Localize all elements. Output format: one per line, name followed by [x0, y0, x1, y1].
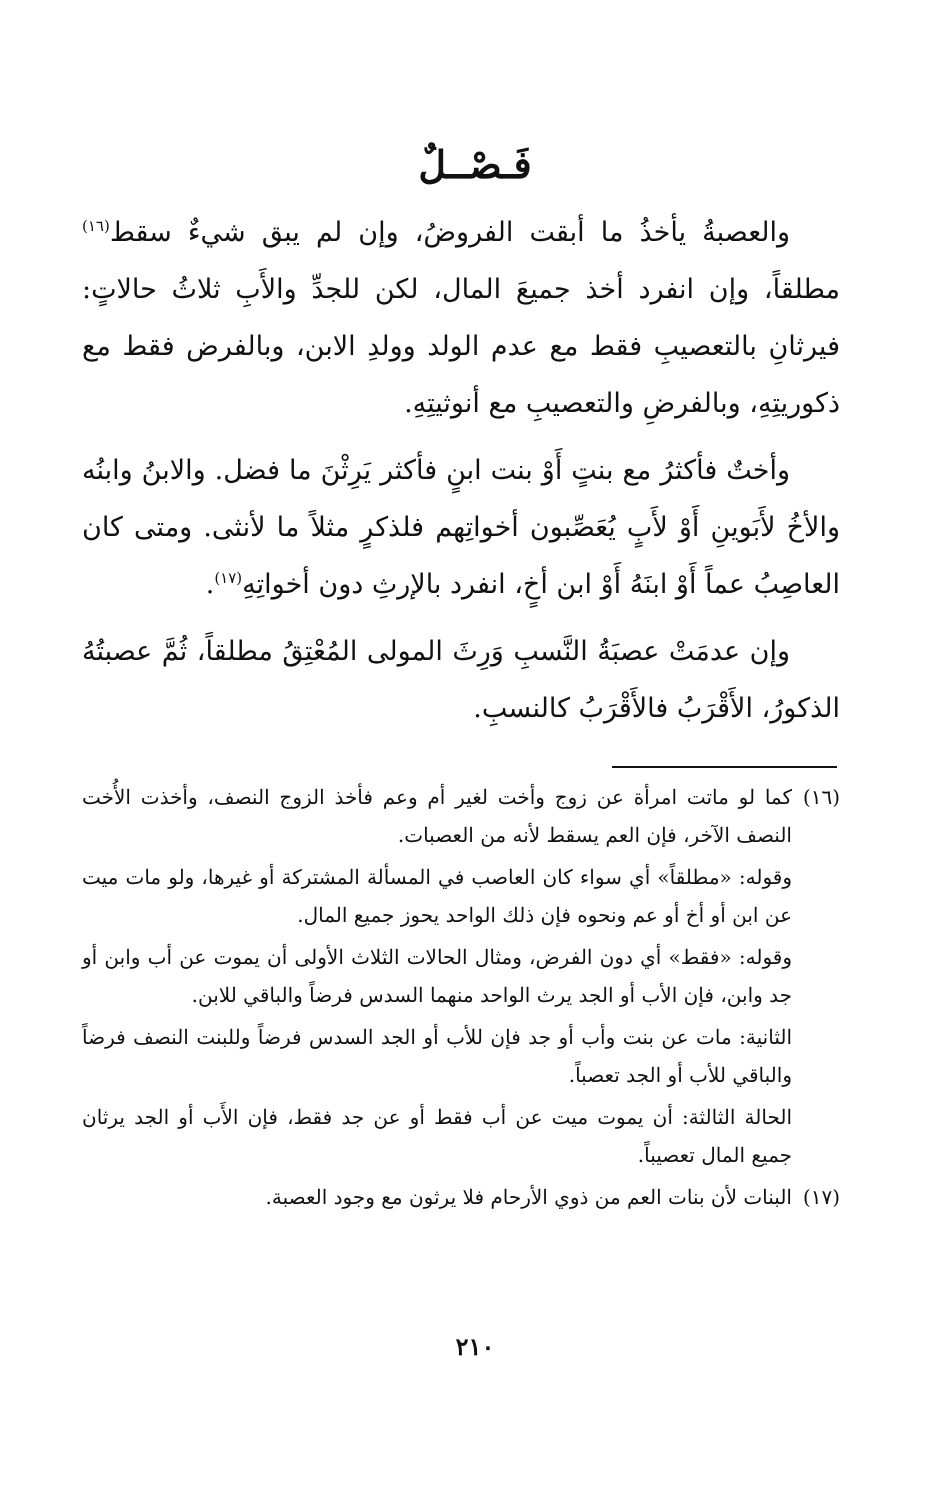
- footnote-17: [82, 1178, 840, 1216]
- paragraph-2-rest: .: [205, 569, 215, 600]
- footnote-16-para-4: الثانية: مات عن بنت وأب أو جد فإن للأب أو الجد السدس فرضاً وللبنت النصف فرضاً والباقي للأب أو الجد تعصباً.: [82, 1025, 792, 1087]
- footnote-ref-16: (١٦): [82, 217, 110, 235]
- footnote-16-text: كما لو ماتت امرأة عن زوج وأخت لغير أم وعم فأخذ الزوج النصف، وأخذت الأُخت النصف الآخر، فإن العم يسقط لأنه من العصبات.: [82, 785, 792, 847]
- paragraph-3: [82, 623, 840, 737]
- footnote-16-para-3: وقوله: «فقط» أي دون الفرض، ومثال الحالات الثلاث الأولى أن يموت عن أب وابن أو جد وابن، فإن الأب أو الجد يرث الواحد منهما السدس فرضاً والباقي للابن.: [82, 945, 792, 1007]
- footnote-17-text: البنات لأن بنات العم من ذوي الأرحام فلا يرثون مع وجود العصبة.: [265, 1185, 792, 1209]
- footnote-separator: [612, 766, 837, 768]
- main-text: [82, 204, 840, 747]
- paragraph-1-text: والعصبةُ يأخذُ ما أبقت الفروضُ، وإن لم يبق شيءٌ سقط: [109, 217, 790, 248]
- paragraph-2: [82, 442, 840, 613]
- footnote-16-para-5: الحالة الثالثة: أن يموت ميت عن أب فقط أو عن جد فقط، فإن الأَب أو الجد يرثان جميع المال تعصيباً.: [82, 1105, 792, 1167]
- paragraph-2-text: وأختٌ فأكثرُ مع بنتٍ أَوْ بنت ابنٍ فأكثر يَرِثْنَ ما فضل. والابنُ وابنُه والأخُ لأَبَوينِ أَوْ لأَبٍ يُعَصِّبون أخواتِهم فلذكرٍ مثلاً ما لأنثى. ومتى كان العاصِبُ عماً أَوْ ابنَهُ أَوْ ابن أخٍ، انفرد بالإرثِ دون أخواتِهِ: [82, 455, 840, 600]
- footnote-16-number: (١٦): [802, 785, 840, 809]
- paragraph-1: [82, 204, 840, 432]
- footnote-17-number: (١٧): [802, 1185, 840, 1209]
- page-number: ٢١٠: [455, 1332, 495, 1361]
- footnote-16-para-2: وقوله: «مطلقاً» أي سواء كان العاصب في المسألة المشتركة أو غيرها، ولو مات ميت عن ابن أو أخ أو عم ونحوه فإن ذلك الواحد يحوز جميع المال.: [82, 865, 792, 927]
- footnote-ref-17: (١٧): [214, 569, 243, 587]
- footnote-16: [82, 778, 840, 854]
- paragraph-1-rest: مطلقاً، وإن انفرد أخذ جميعَ المال، لكن للجدِّ والأَبِ ثلاثُ حالاتٍ: فيرثانِ بالتعصيبِ فقط مع عدم الولد وولدِ الابن، وبالفرض فقط مع ذكوريتِهِ، وبالفرضِ والتعصيبِ مع أنوثيتِهِ.: [82, 274, 840, 419]
- footnotes: [82, 778, 840, 1220]
- section-heading: فَـصْــلٌ: [418, 142, 532, 187]
- paragraph-3-text: وإن عدمَتْ عصبَةُ النَّسبِ وَرِثَ المولى المُعْتِقُ مطلقاً، ثُمَّ عصبتُهُ الذكورُ، الأَقْرَبُ فالأَقْرَبُ كالنسبِ.: [82, 636, 840, 724]
